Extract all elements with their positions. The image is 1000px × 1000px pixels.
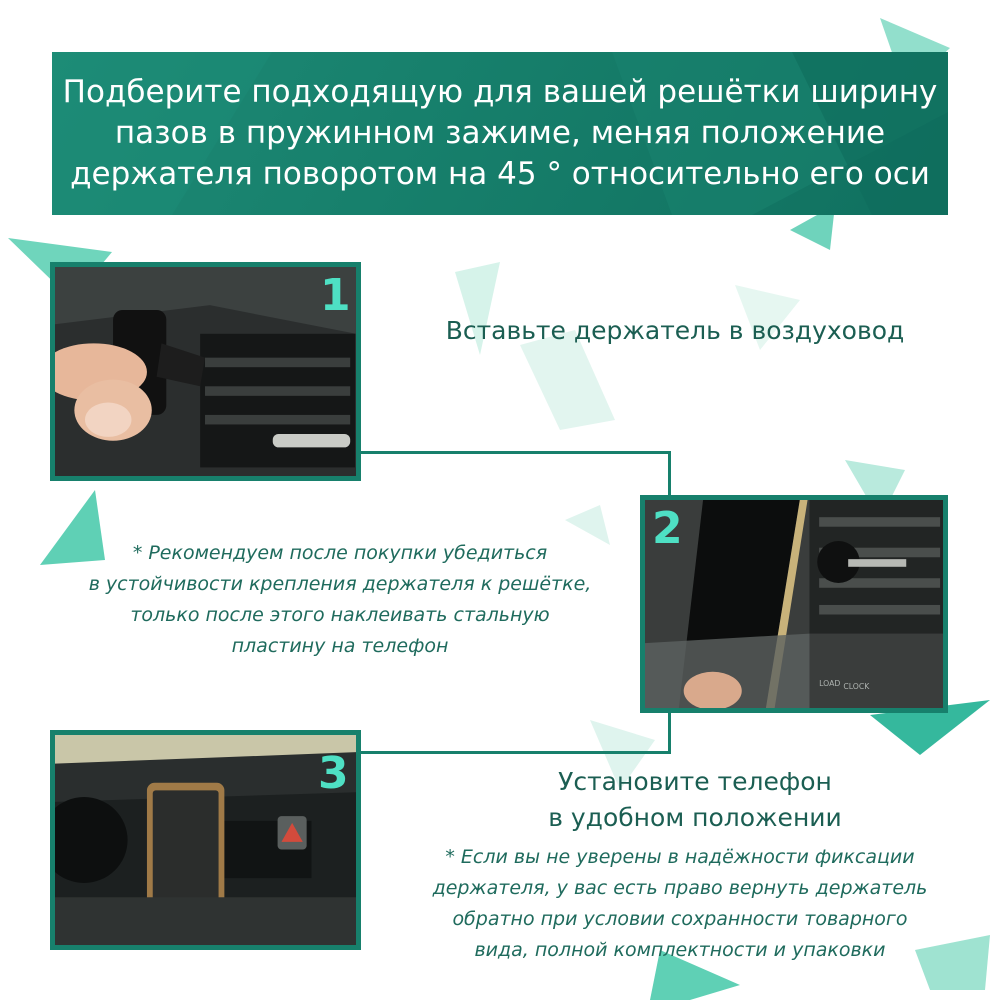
instruction-banner [52, 52, 948, 215]
step-2-number: 2 [652, 503, 683, 554]
step-1-number: 1 [320, 270, 351, 321]
step-3-heading-line1: Установите телефон [558, 767, 832, 796]
dash-clock-label: CLOCK [843, 681, 870, 691]
connector-line [668, 711, 671, 753]
connector-line [361, 451, 671, 454]
step-3-heading-line2: в удобном положении [548, 803, 842, 832]
purchase-recommendation-note: * Рекомендуем после покупки убедиться в устойчивости крепления держателя к решётке, только после этого наклеивать стальную пластину на телефон [88, 542, 592, 657]
mounted-phone-photo [55, 735, 356, 945]
step-1-heading: Вставьте держатель в воздуховод [445, 316, 905, 345]
vent-holder-photo [55, 267, 356, 476]
step-3-number: 3 [318, 748, 349, 799]
connector-line [668, 451, 671, 499]
step-3-heading [470, 764, 920, 836]
connector-line [361, 751, 671, 754]
photo-step-2 [640, 495, 948, 713]
photo-step-3 [50, 730, 361, 950]
photo-step-1 [50, 262, 361, 481]
phone-mount-photo [645, 500, 943, 708]
banner-text: Подберите подходящую для вашей решётки ширину пазов в пружинном зажиме, меняя положение держателя поворотом на 45 ° относительно его оси [62, 74, 938, 192]
dash-load-label: LOAD [819, 679, 841, 689]
return-policy-note: * Если вы не уверены в надёжности фиксации держателя, у вас есть право вернуть держатель обратно при условии сохранности товарного вида, полной комплектности и упаковки [432, 846, 928, 961]
